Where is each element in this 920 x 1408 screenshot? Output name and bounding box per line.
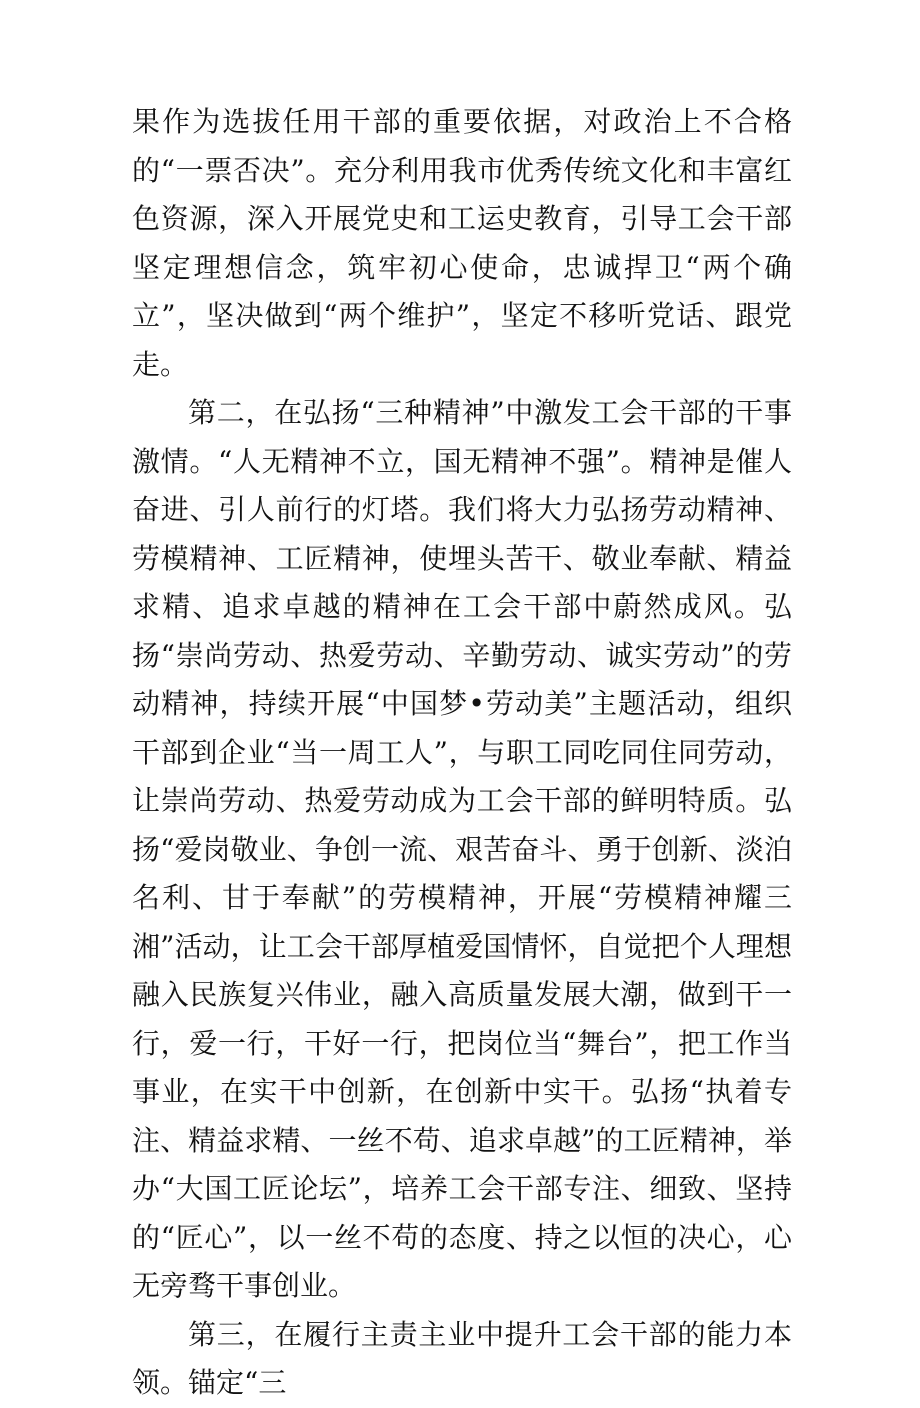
paragraph-three-spirits: 第二，在弘扬“三种精神”中激发工会干部的干事激情。“人无精神不立，国无精神不强”。精神是催人奋进、引人前行的灯塔。我们将大力弘扬劳动精神、劳模精神、工匠精神，使埋头苦干、敬业奉献、精益求精、追求卓越的精神在工会干部中蔚然成风。弘扬“崇尚劳动、热爱劳动、辛勤劳动、诚实劳动”的劳动精神，持续开展“中国梦•劳动美”主题活动，组织干部到企业“当一周工人”，与职工同吃同住同劳动，让崇尚劳动、热爱劳动成为工会干部的鲜明特质。弘扬“爱岗敬业、争创一流、艰苦奋斗、勇于创新、淡泊名利、甘于奉献”的劳模精神，开展“劳模精神耀三湘”活动，让工会干部厚植爱国情怀，自觉把个人理想融入民族复兴伟业，融入高质量发展大潮，做到干一行，爱一行，干好一行，把岗位当“舞台”，把工作当事业，在实干中创新，在创新中实干。弘扬“执着专注、精益求精、一丝不苟、追求卓越”的工匠精神，举办“大国工匠论坛”，培养工会干部专注、细致、坚持的“匠心”，以一丝不苟的态度、持之以恒的决心，心无旁骛干事创业。 <box>132 396 792 1302</box>
page-bottom-margin <box>0 1261 920 1301</box>
paragraph-political-standards: 果作为选拔任用干部的重要依据，对政治上不合格的“一票否决”。充分利用我市优秀传统文化和丰富红色资源，深入开展党史和工运史教育，引导工会干部坚定理想信念，筑牢初心使命，忠诚捍卫“两个确立”，坚决做到“两个维护”，坚定不移听党话、跟党走。 <box>132 105 792 381</box>
document-body <box>132 98 792 1408</box>
paragraph-main-duties: 第三，在履行主责主业中提升工会干部的能力本领。锚定“三 <box>132 1317 792 1399</box>
